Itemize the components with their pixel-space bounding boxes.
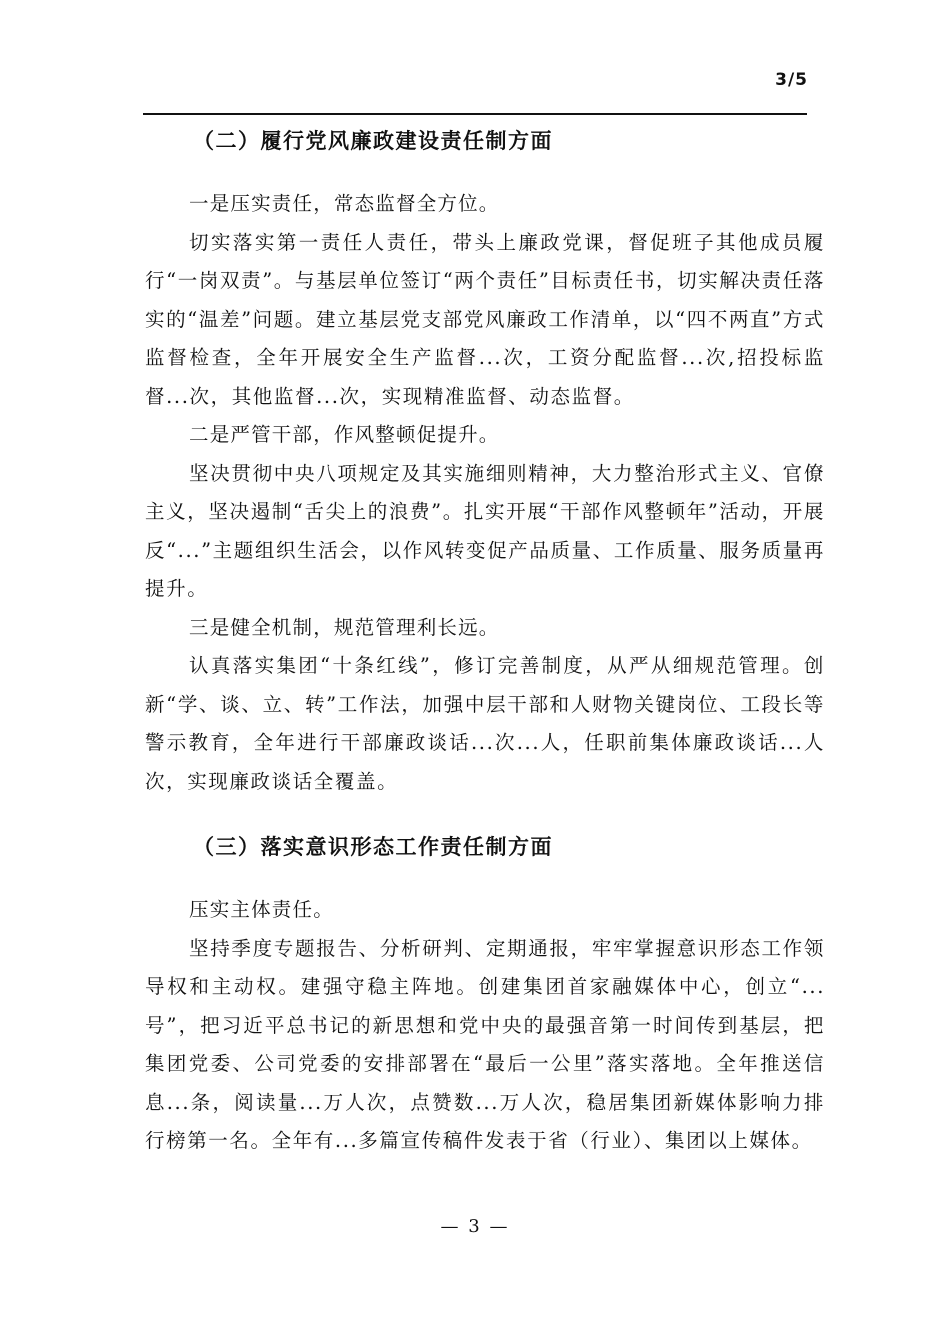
document-body	[145, 117, 825, 1161]
paragraph: 压实主体责任。	[189, 898, 334, 921]
paragraph: 三是健全机制，规范管理利长远。	[189, 615, 500, 639]
page-number: — 3 —	[440, 1216, 510, 1237]
page-counter: 3/5	[775, 70, 808, 90]
paragraph: 切实落实第一责任人责任，带头上廉政党课，督促班子其他成员履行“一岗双责”。与基层单位签订“两个责任”目标责任书，切实解决责任落实的“温差”问题。建立基层党支部党风廉政工作清单，以“四不两直”方式监督检查，全年开展安全生产监督...次，工资分配监督...次,招投标监督...次，其他监督...次，实现精准监督、动态监督。	[145, 230, 825, 408]
header-rule	[143, 113, 807, 115]
paragraph: 二是严管干部，作风整顿促提升。	[189, 423, 500, 446]
paragraph: 认真落实集团“十条红线”，修订完善制度，从严从细规范管理。创新“学、谈、立、转”工作法，加强中层干部和人财物关键岗位、工段长等警示教育，全年进行干部廉政谈话...次...人，任职前集体廉政谈话...人次，实现廉政谈话全覆盖。	[145, 654, 825, 793]
section-heading: （三）落实意识形态工作责任制方面	[193, 835, 553, 859]
section-heading: （二）履行党风廉政建设责任制方面	[193, 129, 553, 153]
paragraph: 坚持季度专题报告、分析研判、定期通报，牢牢掌握意识形态工作领导权和主动权。建强守稳主阵地。创建集团首家融媒体中心，创立“...号”，把习近平总书记的新思想和党中央的最强音第一时间传到基层，把集团党委、公司党委的安排部署在“最后一公里”落实落地。全年推送信息...条，阅读量...万人次，点赞数...万人次，稳居集团新媒体影响力排行榜第一名。全年有...多篇宣传稿件发表于省（行业）、集团以上媒体。	[145, 936, 825, 1152]
paragraph: 坚决贯彻中央八项规定及其实施细则精神，大力整治形式主义、官僚主义，坚决遏制“舌尖上的浪费”。扎实开展“干部作风整顿年”活动，开展反“...”主题组织生活会，以作风转变促产品质量、工作质量、服务质量再提升。	[145, 461, 825, 600]
paragraph: 一是压实责任，常态监督全方位。	[189, 192, 500, 215]
